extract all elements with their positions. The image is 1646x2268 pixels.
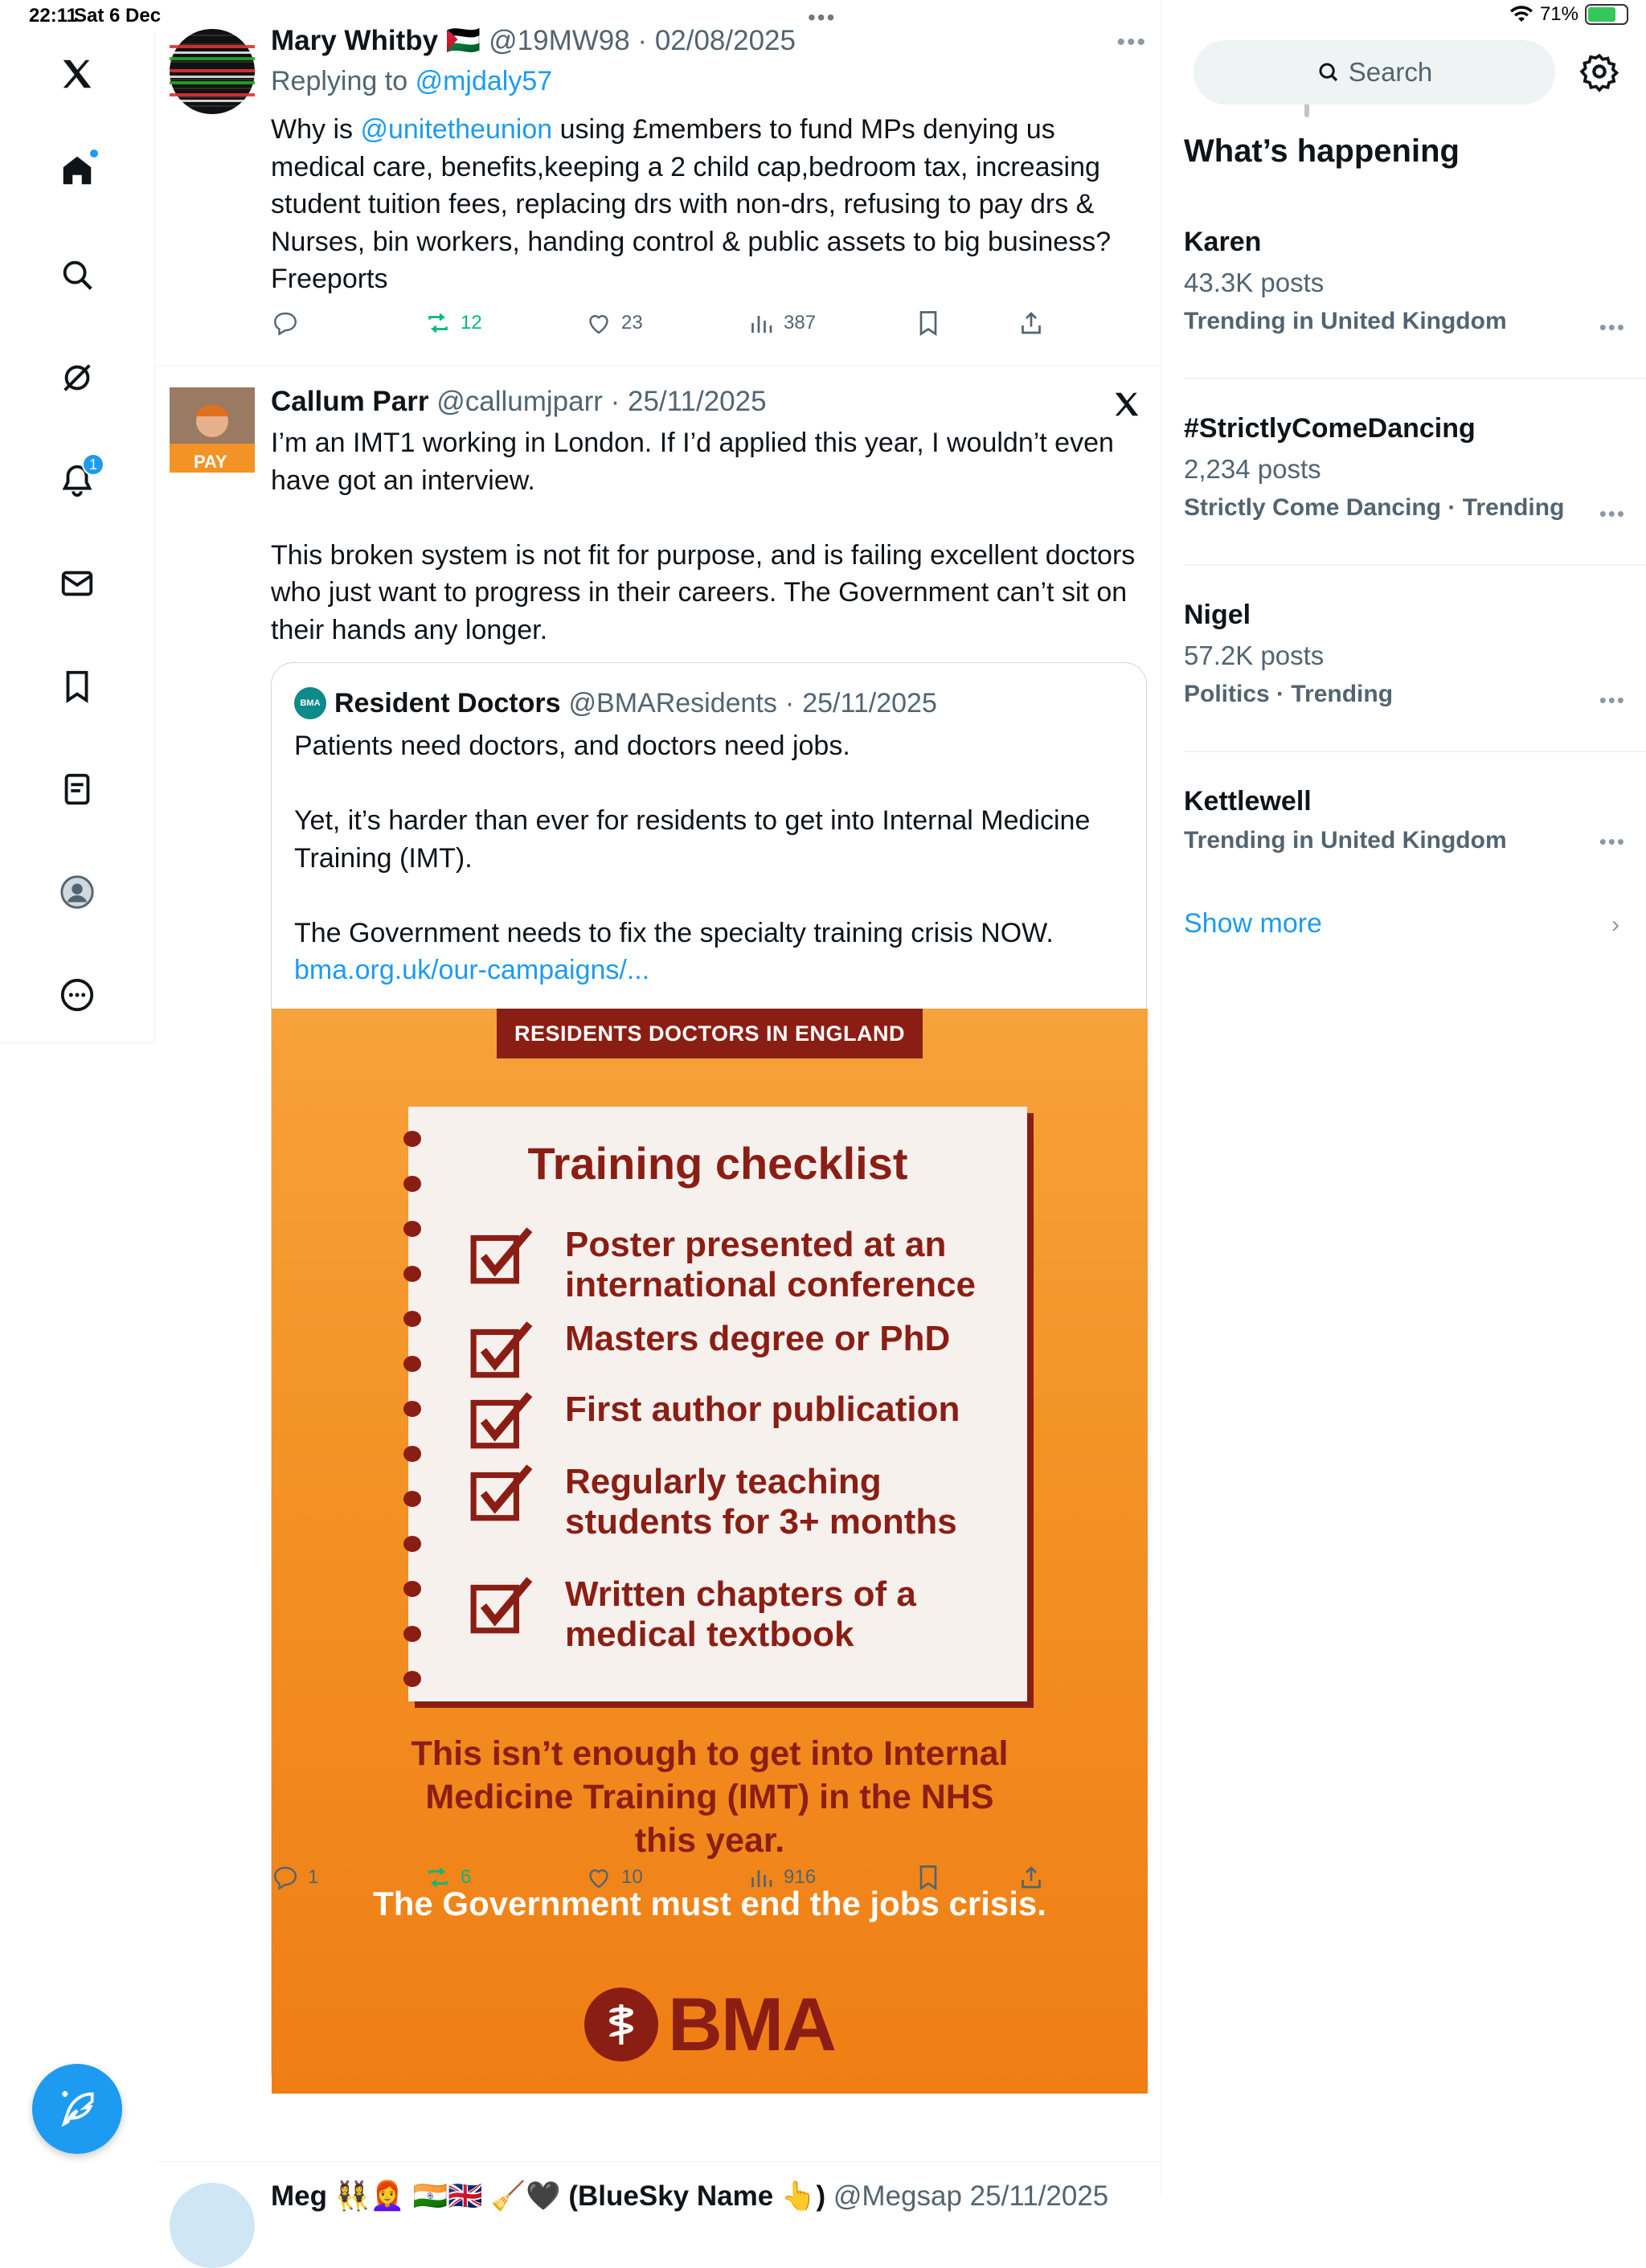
tweet-header — [271, 2180, 1108, 2213]
bma-logo — [272, 1981, 1148, 2068]
reply-icon — [271, 309, 300, 338]
tweet-date[interactable]: 25/11/2025 — [628, 386, 767, 417]
status-date: Sat 6 Dec — [74, 5, 162, 27]
reply-button[interactable] — [271, 309, 308, 338]
share-button[interactable] — [1017, 309, 1046, 338]
spiral-hole — [403, 1446, 428, 1462]
divider — [1184, 378, 1646, 379]
checkbox-checked-icon — [469, 1223, 534, 1289]
repost-button[interactable] — [424, 309, 482, 338]
whats-happening-title: What’s happening — [1184, 133, 1460, 169]
trend-more-icon[interactable]: ••• — [1599, 829, 1626, 854]
tweet-header — [271, 24, 796, 57]
like-count: 23 — [621, 312, 643, 334]
checklist-item — [469, 1573, 1015, 1655]
spiral-hole — [403, 1536, 428, 1552]
divider — [1184, 564, 1646, 566]
repost-count: 6 — [461, 1866, 472, 1888]
views-icon — [747, 1863, 776, 1892]
like-count: 10 — [621, 1866, 643, 1888]
tweet-date[interactable]: 02/08/2025 — [654, 25, 796, 56]
search-icon — [1316, 60, 1341, 84]
quote-date[interactable]: 25/11/2025 — [802, 687, 937, 718]
repost-icon — [424, 1863, 452, 1892]
compose-feather-icon — [55, 2086, 100, 2131]
author-name[interactable]: Mary Whitby 🇵🇸 — [271, 25, 481, 56]
checklist-item — [469, 1223, 1015, 1305]
trend-posts: 57.2K posts — [1184, 641, 1325, 670]
bookmark-button[interactable] — [914, 309, 943, 338]
views-count: 916 — [784, 1866, 817, 1888]
reply-icon — [271, 1863, 300, 1892]
poster-banner: RESIDENTS DOCTORS IN ENGLAND — [497, 1009, 923, 1058]
poster-statement: This isn’t enough to get into Internal Medicine Training (IMT) in the NHS this year. — [411, 1734, 1009, 1860]
tweet-text — [271, 111, 1147, 298]
bma-avatar[interactable]: BMA — [294, 687, 326, 719]
share-icon — [1017, 309, 1046, 338]
spiral-hole — [403, 1581, 428, 1597]
search-placeholder: Search — [1348, 57, 1433, 87]
like-button[interactable] — [584, 1863, 643, 1892]
checklist-item — [469, 1388, 1015, 1454]
heart-icon — [584, 1863, 613, 1892]
like-button[interactable] — [584, 309, 643, 338]
tweet-header — [271, 386, 767, 418]
quote-author-handle[interactable]: @BMAResidents — [568, 687, 777, 718]
notifications-badge: 1 — [82, 453, 104, 476]
settings-gear-icon[interactable] — [1579, 51, 1619, 92]
multitask-dots-icon[interactable]: ••• — [808, 5, 837, 30]
tweet-text-post: using £members to fund MPs denying us medical care, benefits,keeping a 2 child cap,bedroom tax, increasing student tuition fees, replacing drs with non-drs, refusing to pay drs & Nurses, bin workers, handing control & public assets to big business? Freeports — [271, 114, 1119, 294]
author-name[interactable]: Meg 👯‍♀️👩‍🦰 🇮🇳🇬🇧 🧹🖤 (BlueSky Name 👆) — [271, 2180, 826, 2212]
checklist-item-text: Poster presented at an international conference — [565, 1225, 977, 1304]
home-unread-dot — [88, 148, 100, 159]
show-more-link[interactable]: Show more — [1184, 908, 1322, 939]
checklist-title: Training checklist — [527, 1138, 908, 1189]
trend-meta: Strictly Come Dancing · Trending — [1184, 494, 1565, 521]
checklist-item — [469, 1317, 1015, 1383]
tweet-text: I’m an IMT1 working in London. If I’d applied this year, I wouldn’t even have got an interview. This broken system is not fit for purpose, and is failing excellent doctors who just want to progress in their careers. The Government can’t sit on their hands any longer. — [271, 428, 1136, 645]
quote-separator: · — [784, 687, 795, 718]
quote-text — [294, 727, 1130, 989]
bma-wordmark: BMA — [667, 1982, 836, 2066]
tweet-actions — [271, 309, 1075, 349]
trend-name: Karen — [1184, 227, 1262, 257]
author-name[interactable]: Callum Parr — [271, 386, 429, 417]
trend-meta: Politics · Trending — [1184, 681, 1394, 707]
trend-posts: 43.3K posts — [1184, 268, 1325, 297]
tweet-mary-whitby[interactable] — [155, 0, 1161, 366]
trend-posts: 2,234 posts — [1184, 454, 1321, 484]
bookmark-icon — [914, 309, 943, 338]
trend-item[interactable] — [1184, 413, 1626, 526]
replying-to-handle[interactable]: @mjdaly57 — [415, 66, 553, 96]
checklist-notepad — [408, 1107, 1027, 1701]
trend-item[interactable] — [1184, 600, 1626, 712]
checklist-item-text: Written chapters of a medical textbook — [565, 1574, 916, 1654]
messages-icon[interactable] — [51, 558, 103, 609]
trend-meta: Trending in United Kingdom — [1184, 827, 1507, 854]
share-icon — [1017, 1863, 1046, 1892]
bookmarks-icon[interactable] — [51, 661, 103, 712]
timeline[interactable] — [155, 0, 1161, 2212]
views-button[interactable] — [747, 1863, 816, 1892]
explore-icon[interactable] — [51, 249, 103, 301]
checklist-item — [469, 1460, 1015, 1542]
spiral-hole — [403, 1311, 428, 1327]
more-options-icon[interactable]: ••• — [1116, 29, 1147, 55]
quote-link[interactable]: bma.org.uk/our-campaigns/... — [294, 955, 650, 985]
replying-to — [271, 66, 552, 97]
quote-header — [294, 687, 937, 719]
header-separator: · — [602, 386, 628, 417]
profile-icon[interactable] — [51, 866, 103, 918]
more-icon[interactable] — [51, 969, 103, 1021]
grok-icon[interactable] — [51, 352, 103, 403]
repost-count: 12 — [461, 312, 482, 334]
trend-meta: Trending in United Kingdom — [1184, 308, 1507, 334]
home-icon[interactable] — [51, 145, 103, 196]
views-icon — [747, 309, 776, 338]
spiral-hole — [403, 1671, 428, 1687]
spiral-hole — [403, 1221, 428, 1237]
x-logo-icon — [1112, 389, 1142, 420]
repost-button[interactable] — [424, 1863, 471, 1892]
notifications-icon[interactable] — [51, 455, 103, 506]
checkbox-checked-icon — [469, 1460, 534, 1526]
trend-item[interactable] — [1184, 786, 1626, 854]
tweet-callum-parr[interactable] — [155, 366, 1161, 2162]
trend-name: Nigel — [1184, 600, 1251, 630]
compose-post-button[interactable] — [32, 2064, 122, 2154]
author-handle[interactable]: @callumjparr — [436, 386, 603, 417]
checklist-item-text: Masters degree or PhD — [565, 1319, 951, 1358]
mention-link[interactable]: @unitetheunion — [360, 114, 553, 145]
author-handle[interactable]: @Megsap — [833, 2180, 962, 2212]
quote-author-name[interactable]: Resident Doctors — [334, 687, 561, 718]
trend-more-icon[interactable]: ••• — [1599, 501, 1626, 526]
tweet-meg[interactable] — [155, 2162, 1161, 2212]
checkbox-checked-icon — [469, 1388, 534, 1454]
chevron-right-icon: › — [1611, 911, 1619, 938]
views-count: 387 — [784, 312, 817, 334]
trend-name: Kettlewell — [1184, 786, 1312, 817]
heart-icon — [584, 309, 613, 338]
views-button[interactable] — [747, 309, 816, 338]
battery-percent: 71% — [1539, 3, 1578, 25]
checkbox-checked-icon — [469, 1573, 534, 1639]
repost-icon — [424, 309, 452, 338]
share-button[interactable] — [1017, 1863, 1046, 1892]
trend-name: #StrictlyComeDancing — [1184, 413, 1476, 444]
checklist-item-text: First author publication — [565, 1390, 960, 1429]
spiral-hole — [403, 1356, 428, 1372]
tweet-date[interactable]: 25/11/2025 — [969, 2180, 1109, 2212]
search-input[interactable] — [1194, 40, 1555, 104]
status-time: 22:11 — [29, 5, 78, 27]
avatar[interactable] — [170, 387, 255, 473]
svg-text:PAY: PAY — [194, 452, 227, 472]
spiral-hole — [403, 1266, 428, 1282]
poster-call-to-action: The Government must end the jobs crisis. — [373, 1885, 1046, 1922]
quote-body: Patients need doctors, and doctors need jobs. Yet, it’s harder than ever for residents to get into Internal Medicine Training (IMT). The Government needs to fix the specialty training crisis NOW. — [294, 731, 1091, 948]
author-handle[interactable]: @19MW98 — [489, 25, 630, 56]
lists-icon[interactable] — [51, 764, 103, 815]
replying-to-label: Replying to — [271, 66, 408, 96]
trend-more-icon[interactable]: ••• — [1599, 315, 1626, 339]
divider — [1184, 751, 1646, 752]
tweet-actions — [271, 1863, 1075, 1903]
header-separator: · — [629, 25, 655, 56]
reply-count: 1 — [308, 1866, 319, 1888]
spiral-hole — [403, 1401, 428, 1417]
x-logo-icon[interactable] — [51, 48, 103, 100]
avatar[interactable] — [170, 2183, 255, 2268]
tweet-text-pre: Why is — [271, 114, 361, 145]
trend-item[interactable] — [1184, 227, 1626, 339]
campaign-poster-image[interactable] — [272, 1009, 1148, 2094]
avatar-pattern — [170, 29, 255, 114]
avatar-photo — [170, 387, 255, 473]
right-sidebar — [1161, 0, 1646, 2196]
checklist-item-text: Regularly teaching students for 3+ months — [565, 1462, 957, 1541]
reply-button[interactable] — [271, 1863, 318, 1892]
bookmark-button[interactable] — [914, 1863, 943, 1892]
left-navigation — [0, 32, 155, 1043]
spiral-hole — [403, 1626, 428, 1642]
trend-more-icon[interactable]: ••• — [1599, 688, 1626, 712]
avatar[interactable] — [170, 29, 255, 114]
bma-emblem-icon — [584, 1988, 658, 2061]
bookmark-icon — [914, 1863, 943, 1892]
checkbox-checked-icon — [469, 1317, 534, 1383]
spiral-hole — [403, 1491, 428, 1507]
